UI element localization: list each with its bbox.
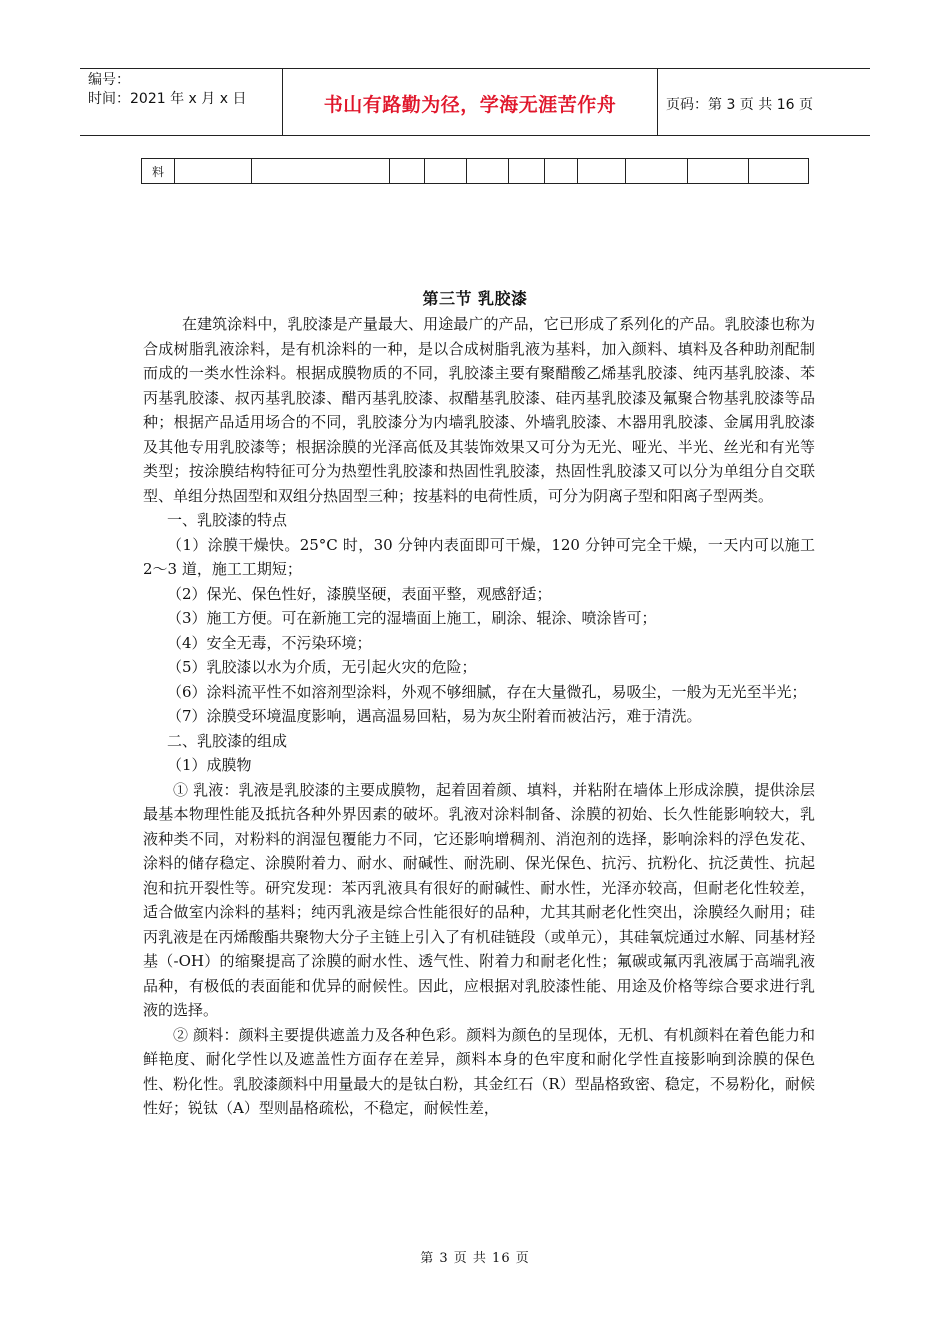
header-page-info: 页码：第 3 页 共 16 页 <box>666 96 813 113</box>
table-cell <box>509 159 545 184</box>
list-item: （7）涂膜受环境温度影响，遇高温易回粘，易为灰尘附着而被沾污，难于清洗。 <box>167 707 702 725</box>
number-label: 编号： <box>88 72 130 88</box>
table-cell <box>467 159 509 184</box>
list-item: （5）乳胶漆以水为介质，无引起火灾的危险； <box>167 658 477 676</box>
list-item: （4）安全无毒，不污染环境； <box>167 633 372 652</box>
table-cell <box>749 159 809 184</box>
table-cell <box>425 159 467 184</box>
page-header <box>80 68 870 136</box>
list-item: （2）保光、保色性好，漆膜坚硬，表面平整，观感舒适； <box>167 584 552 603</box>
list-item: （1）涂膜干燥快。25°C 时，30 分钟内表面即可干燥，120 分钟可完全干燥，一天内可以施工 2～3 道，施工工期短； <box>143 535 815 578</box>
paragraph-emulsion: ① 乳液：乳液是乳胶漆的主要成膜物，起着固着颜、填料，并粘附在墙体上形成涂膜，提供涂层最基本物理性能及抵抗各种外界因素的破坏。乳液对涂料制备、涂膜的初始、长久性能影响较大，乳液种类不同，对粉料的润湿包覆能力不同，它还影响增稠剂、消泡剂的选择，影响涂料的浮色发花、涂料的储存稳定、涂膜附着力、耐水、耐碱性、耐洗刷、保光保色、抗污、抗粉化、抗泛黄性、抗起泡和抗开裂性等。研究发现：苯丙乳液具有很好的耐碱性、耐水性，光泽亦较高，但耐老化性较差，适合做室内涂料的基料；纯丙乳液是综合性能很好的品种，尤其其耐老化性突出，涂膜经久耐用；硅丙乳液是在丙烯酸酯共聚物大分子主链上引入了有机硅链段（或单元），其硅氧烷通过水解、同基材羟基（-OH）的缩聚提高了涂膜的耐水性、透气性、附着力和耐老化性；氟碳或氟丙乳液属于高端乳液品种，有极低的表面能和优异的耐候性。因此，应根据对乳胶漆性能、用途及价格等综合要求进行乳液的选择。 <box>143 780 815 1019</box>
table-cell <box>545 159 578 184</box>
table-cell <box>175 159 252 184</box>
table-cell <box>578 159 626 184</box>
section-title: 第三节 乳胶漆 <box>422 289 528 308</box>
heading-composition: 二、乳胶漆的组成 <box>167 731 288 750</box>
page-footer: 第 3 页 共 16 页 <box>420 1251 530 1266</box>
body-text <box>143 312 815 1121</box>
heading-features: 一、乳胶漆的特点 <box>167 511 288 529</box>
header-meta <box>80 69 283 135</box>
table-cell <box>252 159 390 184</box>
subheading-film-former: （1）成膜物 <box>167 756 252 774</box>
date-line: 时间：2021 年 x 月 x 日 <box>88 91 247 107</box>
table-fragment <box>141 158 809 184</box>
table-cell <box>626 159 688 184</box>
table-cell <box>688 159 749 184</box>
table-row <box>142 159 809 184</box>
list-item: （6）涂料流平性不如溶剂型涂料，外观不够细腻，存在大量微孔，易吸尘，一般为无光至半光； <box>167 682 807 701</box>
header-motto: 书山有路勤为径，学海无涯苦作舟 <box>283 69 658 135</box>
table-cell <box>390 159 425 184</box>
table-cell: 料 <box>142 159 175 184</box>
list-item: （3）施工方便。可在新施工完的湿墙面上施工，刷涂、辊涂、喷涂皆可； <box>167 609 657 627</box>
paragraph-pigment: ② 颜料：颜料主要提供遮盖力及各种色彩。颜料为颜色的呈现体，无机、有机颜料在着色能力和鲜艳度、耐化学性以及遮盖性方面存在差异，颜料本身的色牢度和耐化学性直接影响到涂膜的保色性、粉化性。乳胶漆颜料中用量最大的是钛白粉，其金红石（R）型晶格致密、稳定，不易粉化，耐候性好；锐钛（A）型则晶格疏松，不稳定，耐候性差， <box>143 1025 815 1117</box>
paragraph-intro: 在建筑涂料中，乳胶漆是产量最大、用途最广的产品，它已形成了系列化的产品。乳胶漆也称为合成树脂乳液涂料，是有机涂料的一种，是以合成树脂乳液为基料，加入颜料、填料及各种助剂配制而成的一类水性涂料。根据成膜物质的不同，乳胶漆主要有聚醋酸乙烯基乳胶漆、纯丙基乳胶漆、苯丙基乳胶漆、叔丙基乳胶漆、醋丙基乳胶漆、叔醋基乳胶漆、硅丙基乳胶漆及氟聚合物基乳胶漆等品种；根据产品适用场合的不同，乳胶漆分为内墙乳胶漆、外墙乳胶漆、木器用乳胶漆、金属用乳胶漆及其他专用乳胶漆等；根据涂膜的光泽高低及其装饰效果又可分为无光、哑光、半光、丝光和有光等类型；按涂膜结构特征可分为热塑性乳胶漆和热固性乳胶漆，热固性乳胶漆又可以分为单组分自交联型、单组分热固型和双组分热固型三种；按基料的电荷性质，可分为阴离子型和阳离子型两类。 <box>143 315 815 505</box>
